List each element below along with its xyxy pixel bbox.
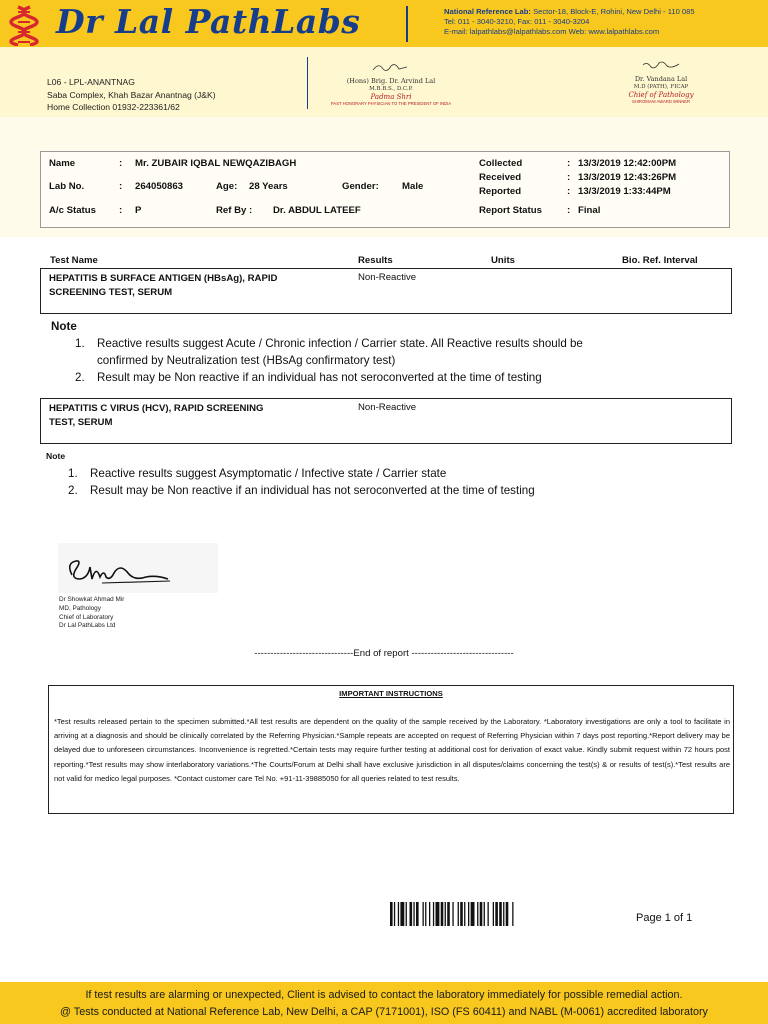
ref-doctor: Dr. ABDUL LATEEF [273,205,361,216]
note-line: confirmed by Neutralization test (HBsAg confirmatory test) [97,354,396,367]
barcode-bar [416,902,419,926]
barcode-bar [390,902,393,926]
barcode-bar [503,902,504,926]
director-sub: PAST HONORARY PHYSICIAN TO THE PRESIDENT OF INDIA [330,100,452,106]
barcode-bar [423,902,424,926]
labno-label: Lab No. [49,181,85,192]
barcode-bar [429,902,430,926]
barcode-bar [471,902,475,926]
barcode [390,902,558,926]
barcode-bar [464,902,465,926]
chief-pathologist-block [586,58,736,105]
col-test-name: Test Name [50,255,98,266]
barcode-bar [468,902,469,926]
note-number: 2. [75,371,85,384]
footer-accreditation: @ Tests conducted at National Reference Lab, New Delhi, a CAP (7171001), ISO (FS 60411) and NABL (M-0061) accredited laboratory [60,1006,708,1018]
result-hcv: Non-Reactive [358,402,417,413]
col-units: Units [491,255,515,266]
barcode-bar [413,902,414,926]
result-hbsag: Non-Reactive [358,272,417,283]
barcode-bar [512,902,513,926]
signature-mark [641,59,681,71]
col-results: Results [358,255,393,266]
barcode-bar [445,902,446,926]
note-number: 2. [68,484,78,497]
signature-mark [371,61,411,73]
tel-fax: Tel: 011 - 3040-3210, Fax: 011 - 3040-3204 [444,17,590,26]
chief-sub: SHIROMANI AWARD WINNER [631,98,691,104]
barcode-bar [452,902,453,926]
pathologist-role: Chief of Laboratory [59,613,114,621]
email-web: E-mail: lalpathlabs@lalpathlabs.com Web: www.lalpathlabs.com [444,27,660,36]
colon: : [567,205,571,216]
end-of-report: -------------------------------End of report -------------------------------- [254,648,514,659]
director-block [316,60,466,107]
ac-status-value: P [135,205,142,216]
colon: : [567,172,571,183]
collected-value: 13/3/2019 12:42:00PM [578,158,677,169]
barcode-bar [400,902,404,926]
report-status-value: Final [578,205,601,216]
colon: : [119,158,123,169]
age-value: 28 Years [249,181,288,192]
header-divider [406,6,408,42]
pathologist-qual: MD, Pathology [59,604,101,612]
signature-area [58,543,218,593]
reference-lab-contact [444,7,695,37]
barcode-bar [495,902,498,926]
instructions-text: *Test results released pertain to the specimen submitted.*All test results are dependent on the quality of the sample received by the Laboratory. *Laboratory investigations are only a tool to facilitate in arriving at a diagnosis and should be clinically correlated by the Referring Physician.*Sample repeats are accepted on request of Referring Physician within 7 days post reporting.*Report delivery may be delayed due to unforeseen circumstances. Inconvenience is regretted.*Certain tests may require further testing at additional cost for derivation of exact value. Kindly submit request within 72 hours post reporting.*Test results may show interlaboratory variations.*The Courts/Forum at Delhi shall have exclusive jurisdiction in all disputes/claims concerning the test(s) & or results of test(s).*Test results are not valid for medico legal purposes. *Contact customer care Tel No. +91-11-39885050 for all queries related to test results. [54,717,730,783]
col-ref-interval: Bio. Ref. Interval [622,255,698,266]
lab-number: 264050863 [135,181,184,192]
reported-label: Reported [479,186,522,197]
barcode-bar [410,902,413,926]
barcode-bar [488,902,489,926]
colon: : [567,186,571,197]
barcode-bar [477,902,478,926]
report-status-label: Report Status [479,205,542,216]
nrl-title: National Reference Lab: [444,7,531,16]
patient-name: Mr. ZUBAIR IQBAL NEWQAZIBAGH [135,158,297,169]
barcode-bar [447,902,450,926]
pathologist-block [59,596,124,631]
pathologist-name: Dr Showkat Ahmad Mir [59,596,125,603]
note-title: Note [46,451,66,461]
barcode-bar [493,902,494,926]
received-label: Received [479,172,522,183]
lab-code: L06 - LPL-ANANTNAG [47,77,135,87]
barcode-bar [406,902,407,926]
note-line: Reactive results suggest Asymptomatic / Infective state / Carrier state [90,467,447,480]
barcode-bar [458,902,459,926]
test-name-hcv: HEPATITIS C VIRUS (HCV), RAPID SCREENING TEST, SERUM [49,403,264,428]
barcode-bar [394,902,395,926]
barcode-bar [441,902,444,926]
barcode-bar [436,902,440,926]
lab-address: Saba Complex, Khah Bazar Anantnag (J&K) [47,89,216,100]
colon: : [119,181,123,192]
chief-name: Dr. Vandana Lal [634,75,688,83]
note-line: Result may be Non reactive if an individual has not seroconverted at the time of testing [90,484,535,497]
dna-helix-icon [6,4,46,46]
barcode-bar [425,902,426,926]
director-qual: M.B.B.S., D.C.P. [369,85,413,92]
colon: : [119,205,123,216]
test-name-hbsag: HEPATITIS B SURFACE ANTIGEN (HBsAg), RAPID SCREENING TEST, SERUM [49,273,278,298]
note-line: Reactive results suggest Acute / Chronic infection / Carrier state. All Reactive results should be [97,337,583,350]
page-number: Page 1 of 1 [636,912,693,924]
director-award: Padma Shri [370,92,412,101]
director-name: (Hons) Brig. Dr. Arvind Lal [346,77,436,85]
barcode-bar [480,902,483,926]
collected-label: Collected [479,158,523,169]
chief-qual: M.D (PATH), FICAP [633,83,689,90]
barcode-bar [398,902,399,926]
logo-wordmark: Dr Lal PathLabs [56,2,361,41]
barcode-bar [499,902,502,926]
instructions-title: IMPORTANT INSTRUCTIONS [339,689,443,698]
ac-status-label: A/c Status [49,205,96,216]
age-label: Age: [216,181,238,192]
gender-label: Gender: [342,181,379,192]
colon: : [567,158,571,169]
signature-mark [58,543,218,593]
barcode-bar [433,902,434,926]
note-line: Result may be Non reactive if an individual has not seroconverted at the time of testing [97,371,542,384]
note-number: 1. [75,337,85,350]
ref-label: Ref By : [216,205,253,216]
band-divider [307,57,308,109]
footer-advisory: If test results are alarming or unexpected, Client is advised to contact the laboratory immediately for possible remedial action. [85,989,683,1001]
pathologist-org: Dr Lal PathLabs Ltd [59,622,116,630]
barcode-bar [484,902,485,926]
barcode-bar [460,902,463,926]
chief-title: Chief of Pathology [628,90,694,99]
note-title: Note [51,320,77,333]
gender-value: Male [402,181,424,192]
reported-value: 13/3/2019 1:33:44PM [578,186,671,197]
collection-centre [47,76,216,114]
name-label: Name [49,158,76,169]
home-collection: Home Collection 01932-223361/62 [47,102,180,112]
received-value: 13/3/2019 12:43:26PM [578,172,677,183]
note-number: 1. [68,467,78,480]
barcode-bar [506,902,509,926]
nrl-address: Sector-18, Block-E, Rohini, New Delhi - 110 085 [533,7,695,16]
